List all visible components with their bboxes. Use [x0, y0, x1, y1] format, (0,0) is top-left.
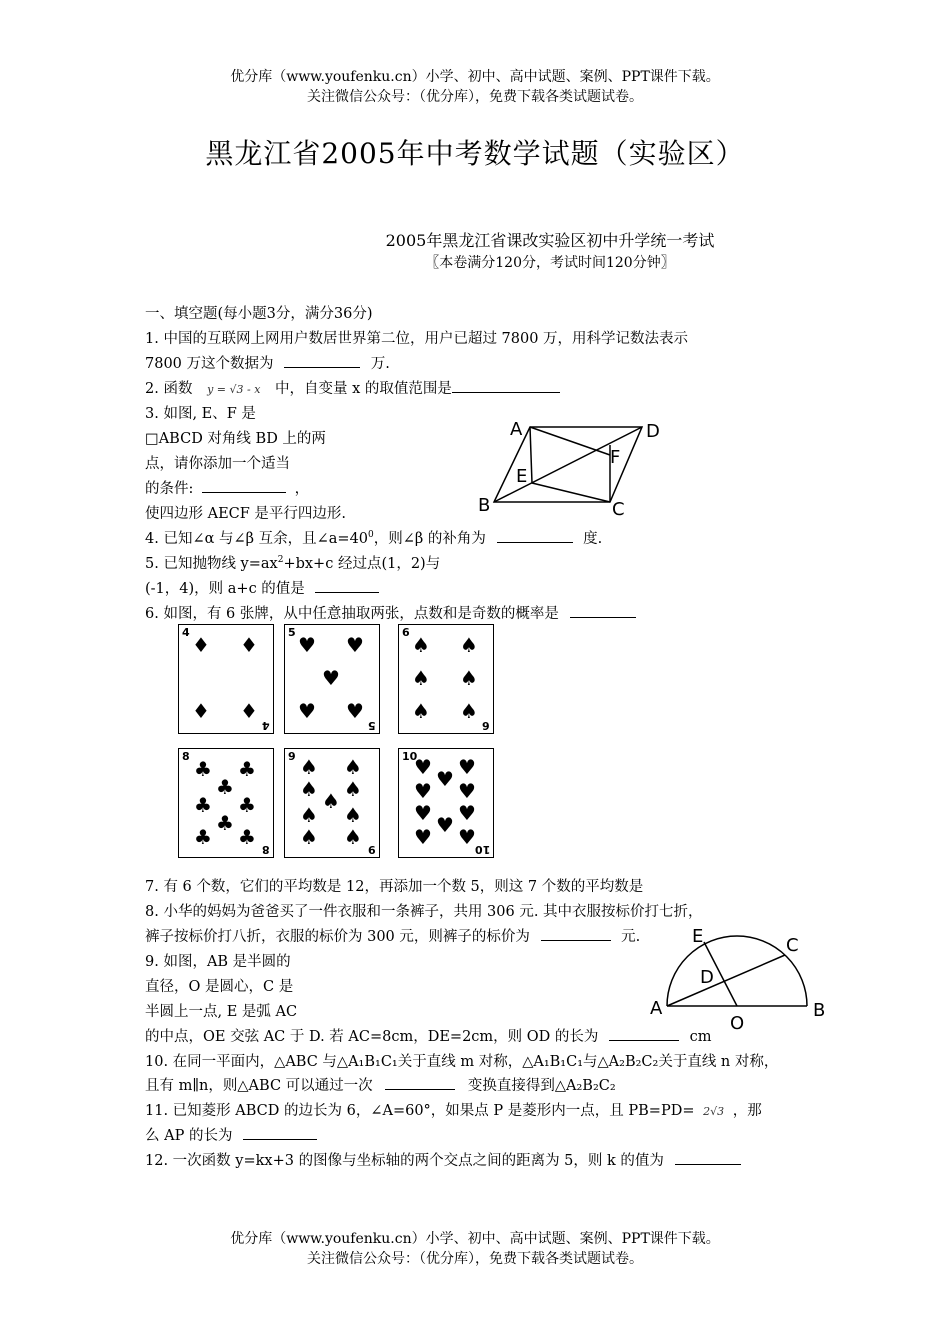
label-B: B — [813, 1000, 826, 1021]
q10-text-c: 变换直接得到△A₂B₂C₂ — [467, 1078, 616, 1094]
q6-line — [145, 602, 636, 623]
q3-line-4 — [145, 477, 309, 498]
card-rank-inverted: 5 — [368, 719, 376, 732]
playing-card-10 — [398, 748, 494, 858]
q1-text: 7800 万这个数据为 — [145, 356, 274, 372]
q5-text-c: (-1，4)，则 a+c 的值是 — [145, 581, 305, 597]
card-pip-icon: ♠ — [300, 825, 318, 849]
q12-text: 12. 一次函数 y=kx+3 的图像与坐标轴的两个交点之间的距离为 5，则 k 的值为 — [145, 1153, 664, 1169]
q10-text-b: 且有 m∥n，则△ABC 可以通过一次 — [145, 1078, 373, 1094]
q3-text-d2: ， — [294, 481, 310, 497]
q10-line-2 — [145, 1074, 616, 1095]
card-pip-icon: ♠ — [322, 789, 340, 813]
q11-formula: 2√3 — [703, 1105, 725, 1118]
card-pip-icon: ♠ — [460, 633, 478, 657]
q1-line-1: 1. 中国的互联网上网用户数居世界第二位，用户已超过 7800 万，用科学记数法表示 — [145, 331, 689, 347]
q4-text-c: 度. — [583, 531, 603, 547]
card-pip-icon: ♦ — [192, 633, 210, 657]
label-A: A — [650, 998, 663, 1019]
card-pip-icon: ♥ — [436, 813, 454, 837]
label-C: C — [612, 499, 625, 520]
q8-text-b: 裤子按标价打八折，衣服的标价为 300 元，则裤子的标价为 — [145, 929, 530, 945]
card-pip-icon: ♠ — [344, 777, 362, 801]
q3-answer-blank[interactable] — [202, 478, 286, 493]
q5-line-2 — [145, 577, 379, 598]
card-pip-icon: ♥ — [322, 666, 340, 690]
card-pip-icon: ♥ — [458, 755, 476, 779]
q3-line-2: □ABCD 对角线 BD 上的两 — [145, 431, 326, 447]
semicircle-figure — [640, 922, 840, 1034]
label-F: F — [610, 447, 621, 468]
q3-line-3: 点，请你添加一个适当 — [145, 456, 290, 472]
card-pip-icon: ♣ — [238, 825, 256, 849]
page-title: 黑龙江省2005年中考数学试题（实验区） — [205, 137, 745, 170]
exam-subtitle: 2005年黑龙江省课改实验区初中升学统一考试 — [385, 231, 715, 250]
card-pip-icon: ♣ — [216, 811, 234, 835]
q4-text-b: ，则∠β 的补角为 — [373, 531, 486, 547]
card-pip-icon: ♥ — [298, 699, 316, 723]
q11-line-1 — [145, 1099, 762, 1120]
card-pip-icon: ♦ — [240, 633, 258, 657]
card-rank: 5 — [288, 626, 296, 639]
card-rank-inverted: 10 — [474, 843, 490, 856]
playing-card-8 — [178, 748, 274, 858]
q5-text-b: +bx+c 经过点(1，2)与 — [283, 556, 441, 572]
q10-line-1: 10. 在同一平面内，△ABC 与△A₁B₁C₁关于直线 m 对称，△A₁B₁C₁与△A₂B₂C₂关于直线 n 对称， — [145, 1054, 779, 1070]
parallelogram-figure — [470, 415, 670, 520]
q11-answer-blank[interactable] — [243, 1125, 317, 1140]
q5-sup: 2 — [277, 555, 284, 566]
card-pip-icon: ♦ — [240, 699, 258, 723]
card-pip-icon: ♥ — [414, 801, 432, 825]
q11-text-a: 11. 已知菱形 ABCD 的边长为 6，∠A=60°，如果点 P 是菱形内一点，且 PB=PD= — [145, 1103, 695, 1119]
playing-card-5 — [284, 624, 380, 734]
card-pip-icon: ♥ — [414, 825, 432, 849]
card-pip-icon: ♥ — [298, 633, 316, 657]
q2-text-b: 中，自变量 x 的取值范围是 — [275, 381, 452, 397]
q6-text: 6. 如图，有 6 张牌，从中任意抽取两张，点数和是奇数的概率是 — [145, 606, 559, 622]
card-pip-icon: ♠ — [412, 699, 430, 723]
q6-answer-blank[interactable] — [570, 603, 636, 618]
q9-line-4 — [145, 1025, 712, 1046]
q1-line-2 — [145, 352, 390, 373]
card-pip-icon: ♠ — [344, 803, 362, 827]
playing-card-4 — [178, 624, 274, 734]
card-pip-icon: ♥ — [458, 825, 476, 849]
label-A: A — [510, 419, 523, 440]
footer-line-2: 关注微信公众号：（优分库），免费下载各类试题试卷。 — [307, 1251, 643, 1267]
q11-text-c: 么 AP 的长为 — [145, 1128, 233, 1144]
card-pip-icon: ♣ — [194, 757, 212, 781]
header-line-1: 优分库（www.youfenku.cn）小学、初中、高中试题、案例、PPT课件下载。 — [230, 69, 720, 85]
playing-card-9 — [284, 748, 380, 858]
q2-formula: y = √3 - x — [207, 383, 261, 396]
label-E: E — [692, 926, 704, 947]
label-D: D — [700, 967, 714, 988]
card-pip-icon: ♣ — [216, 775, 234, 799]
card-rank: 4 — [182, 626, 190, 639]
q1-unit: 万. — [370, 356, 390, 372]
q2-text-a: 2. 函数 — [145, 381, 193, 397]
card-rank-inverted: 8 — [262, 843, 270, 856]
q8-text-c: 元. — [621, 929, 641, 945]
q5-answer-blank[interactable] — [315, 578, 379, 593]
label-C: C — [786, 935, 799, 956]
header-line-2: 关注微信公众号：（优分库），免费下载各类试题试卷。 — [307, 89, 643, 105]
q1-answer-blank[interactable] — [284, 353, 360, 368]
card-pip-icon: ♥ — [414, 779, 432, 803]
q3-text-d: 的条件: — [145, 481, 194, 497]
q4-text-a: 4. 已知∠α 与∠β 互余，且∠a=40 — [145, 531, 369, 547]
card-pip-icon: ♣ — [194, 793, 212, 817]
q4-line — [145, 527, 602, 548]
section-heading: 一、填空题(每小题3分，满分36分) — [145, 306, 373, 322]
footer-line-1: 优分库（www.youfenku.cn）小学、初中、高中试题、案例、PPT课件下载。 — [230, 1231, 720, 1247]
q10-answer-blank[interactable] — [385, 1075, 455, 1090]
card-pip-icon: ♦ — [192, 699, 210, 723]
q3-line-5: 使四边形 AECF 是平行四边形. — [145, 506, 347, 522]
card-rank-inverted: 4 — [262, 719, 270, 732]
card-rank: 10 — [402, 750, 418, 763]
card-pip-icon: ♣ — [238, 793, 256, 817]
q4-answer-blank[interactable] — [497, 528, 573, 543]
q8-line-2 — [145, 925, 640, 946]
card-pip-icon: ♥ — [414, 755, 432, 779]
playing-card-6 — [398, 624, 494, 734]
card-pip-icon: ♥ — [458, 779, 476, 803]
q9-line-2: 直径，O 是圆心，C 是 — [145, 979, 294, 995]
card-pip-icon: ♥ — [458, 801, 476, 825]
q8-line-1: 8. 小华的妈妈为爸爸买了一件衣服和一条裤子，共用 306 元. 其中衣服按标价打七折， — [145, 904, 703, 920]
card-pip-icon: ♠ — [300, 755, 318, 779]
card-rank-inverted: 6 — [482, 719, 490, 732]
card-pip-icon: ♠ — [412, 633, 430, 657]
card-pip-icon: ♠ — [300, 803, 318, 827]
q11-line-2 — [145, 1124, 317, 1145]
card-pip-icon: ♠ — [460, 699, 478, 723]
q11-text-b: ，那 — [732, 1103, 762, 1119]
card-rank: 9 — [288, 750, 296, 763]
label-D: D — [646, 421, 660, 442]
card-pip-icon: ♥ — [346, 699, 364, 723]
exam-info: 〖本卷满分120分，考试时间120分钟〗 — [425, 255, 675, 271]
card-rank: 6 — [402, 626, 410, 639]
q2-answer-blank[interactable] — [452, 378, 560, 393]
card-rank-inverted: 9 — [368, 843, 376, 856]
card-pip-icon: ♣ — [194, 825, 212, 849]
label-B: B — [478, 495, 491, 516]
q5-text-a: 5. 已知抛物线 y=ax — [145, 556, 278, 572]
q9-line-3: 半圆上一点, E 是弧 AC — [145, 1004, 298, 1020]
q9-text-d: 的中点，OE 交弦 AC 于 D. 若 AC=8cm，DE=2cm，则 OD 的长为 — [145, 1029, 599, 1045]
card-rank: 8 — [182, 750, 190, 763]
card-pip-icon: ♠ — [344, 755, 362, 779]
q12-answer-blank[interactable] — [675, 1150, 741, 1165]
card-pip-icon: ♠ — [460, 666, 478, 690]
label-O: O — [730, 1013, 745, 1034]
q5-line-1 — [145, 552, 440, 573]
card-pip-icon: ♥ — [436, 767, 454, 791]
label-E: E — [516, 466, 528, 487]
q7-line: 7. 有 6 个数，它们的平均数是 12，再添加一个数 5，则这 7 个数的平均数是 — [145, 879, 644, 895]
q9-text-e: cm — [689, 1029, 712, 1045]
card-pip-icon: ♠ — [412, 666, 430, 690]
card-pip-icon: ♠ — [300, 777, 318, 801]
q12-line — [145, 1149, 741, 1170]
q4-degree-sup: 0 — [368, 530, 374, 541]
card-pip-icon: ♠ — [344, 825, 362, 849]
card-pip-icon: ♣ — [238, 757, 256, 781]
q9-line-1: 9. 如图，AB 是半圆的 — [145, 954, 291, 970]
card-pip-icon: ♥ — [346, 633, 364, 657]
q3-line-1: 3. 如图, E、F 是 — [145, 406, 256, 422]
q2-line — [145, 377, 560, 398]
q8-answer-blank[interactable] — [541, 926, 611, 941]
